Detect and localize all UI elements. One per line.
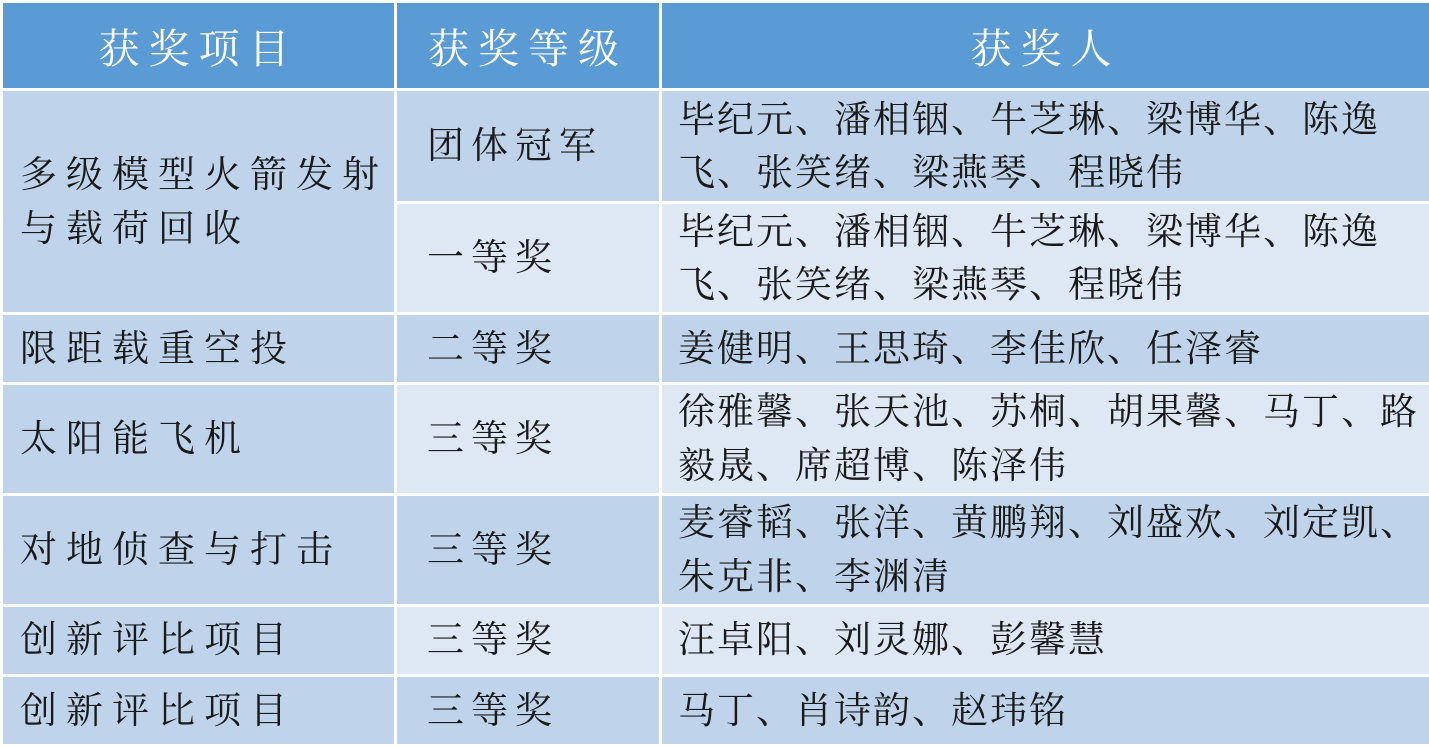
winners-cell: 毕纪元、潘相铟、牛芝琳、梁博华、陈逸飞、张笑绪、梁燕琴、程晓伟 <box>661 90 1429 203</box>
winners-cell: 姜健明、王思琦、李佳欣、任泽睿 <box>661 314 1429 384</box>
level-cell: 团体冠军 <box>396 90 661 203</box>
winners-cell: 毕纪元、潘相铟、牛芝琳、梁博华、陈逸飞、张笑绪、梁燕琴、程晓伟 <box>661 203 1429 314</box>
project-cell: 创新评比项目 <box>2 605 396 675</box>
column-header-winners: 获奖人 <box>661 2 1429 90</box>
project-cell: 对地侦查与打击 <box>2 494 396 605</box>
project-cell: 太阳能飞机 <box>2 384 396 495</box>
table-row <box>2 314 1429 384</box>
level-cell: 三等奖 <box>396 605 661 675</box>
winners-cell: 汪卓阳、刘灵娜、彭馨慧 <box>661 605 1429 675</box>
table-row <box>2 90 1429 203</box>
table-row <box>2 494 1429 605</box>
level-cell: 三等奖 <box>396 494 661 605</box>
level-cell: 三等奖 <box>396 384 661 495</box>
project-cell: 限距载重空投 <box>2 314 396 384</box>
winners-cell: 徐雅馨、张天池、苏桐、胡果馨、马丁、路毅晟、席超博、陈泽伟 <box>661 384 1429 495</box>
level-cell: 一等奖 <box>396 203 661 314</box>
project-cell: 多级模型火箭发射与载荷回收 <box>2 90 396 314</box>
table-row <box>2 675 1429 745</box>
header-row <box>2 2 1429 90</box>
project-cell: 创新评比项目 <box>2 675 396 745</box>
winners-cell: 麦睿韬、张洋、黄鹏翔、刘盛欢、刘定凯、朱克非、李渊清 <box>661 494 1429 605</box>
column-header-level: 获奖等级 <box>396 2 661 90</box>
level-cell: 二等奖 <box>396 314 661 384</box>
winners-cell: 马丁、肖诗韵、赵玮铭 <box>661 675 1429 745</box>
table-row <box>2 384 1429 495</box>
level-cell: 三等奖 <box>396 675 661 745</box>
table-row <box>2 605 1429 675</box>
column-header-project: 获奖项目 <box>2 2 396 90</box>
